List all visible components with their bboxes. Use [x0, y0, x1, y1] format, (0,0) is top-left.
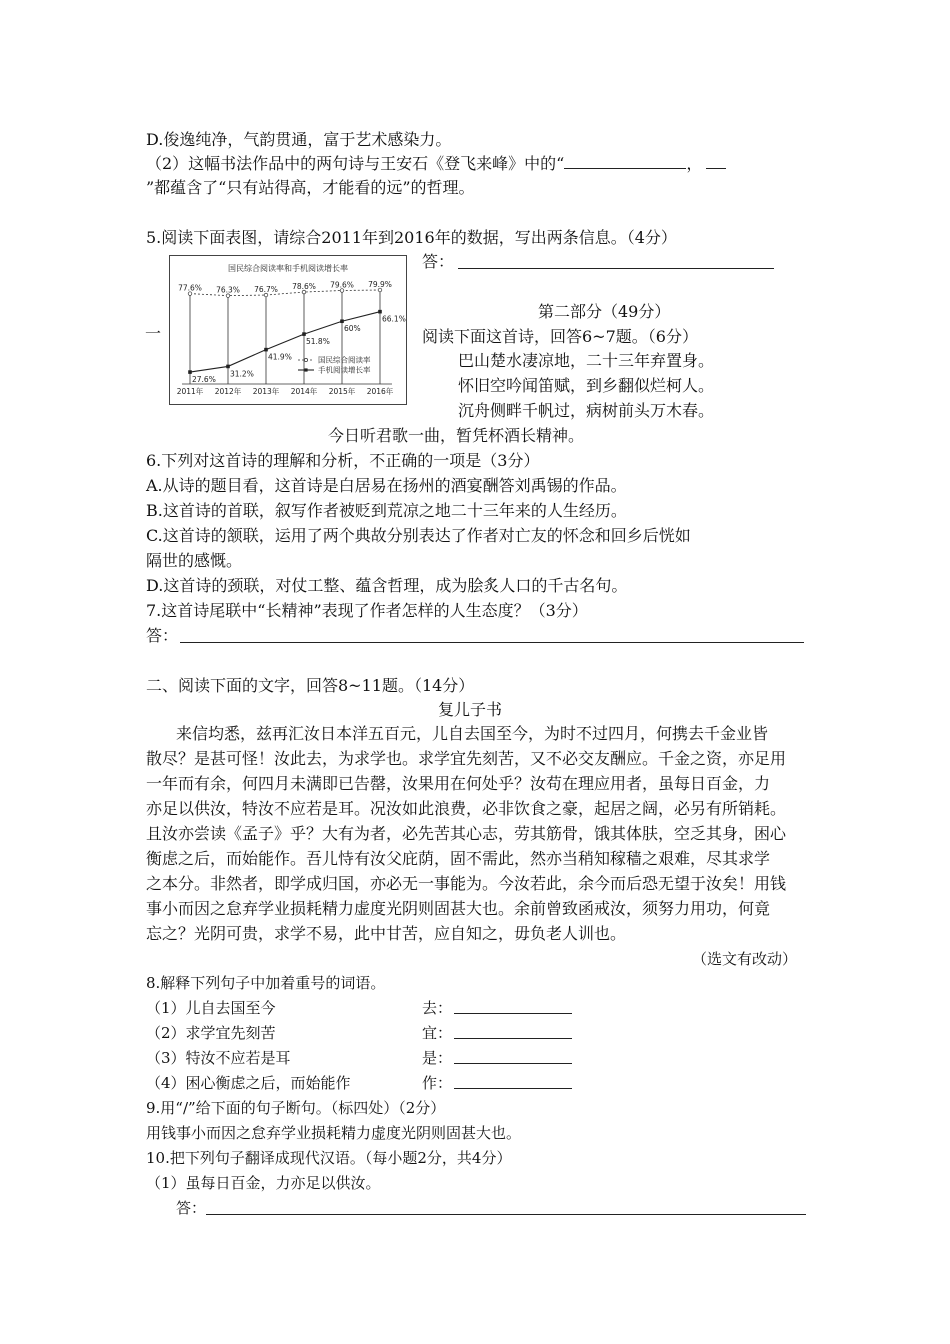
- part2-intro: 阅读下面这首诗，回答6~7题。（6分）: [422, 327, 698, 346]
- q10-stem: 10.把下列句子翻译成现代汉语。（每小题2分，共4分）: [146, 1149, 512, 1167]
- data-label-reading-rate: 79.6%: [330, 280, 354, 290]
- x-tick-label: 2011年: [176, 387, 204, 396]
- q8-item-sentence: （3）特汝不应若是耳: [146, 1049, 291, 1067]
- q6-stem: 6.下列对这首诗的理解和分析，不正确的一项是（3分）: [146, 451, 540, 470]
- x-tick-label: 2013年: [252, 387, 280, 396]
- article-line: 来信均悉，兹再汇汝日本洋五百元，儿自去国至今，为时不过四月，何携去千金业皆: [176, 724, 769, 743]
- article-line: 亦足以供汝，特汝不应若是耳。况汝如此浪费，必非饮食之豪，起居之阔，必另有所销耗。: [146, 799, 787, 818]
- q4-sub2-line: [146, 152, 726, 176]
- q10-answer-line[interactable]: [206, 1214, 806, 1215]
- chart-svg: [170, 256, 406, 404]
- q5-stem: 5.阅读下面表图，请综合2011年到2016年的数据，写出两条信息。（4分）: [146, 228, 677, 247]
- part2-heading: 第二部分（49分）: [538, 302, 671, 321]
- article-title: 复儿子书: [438, 700, 503, 719]
- point-mobile-growth: [340, 319, 344, 323]
- poem-line: 巴山楚水凄凉地，二十三年弃置身。: [458, 351, 715, 370]
- data-label-mobile-growth: 27.6%: [192, 375, 216, 385]
- q6-option-a: A.从诗的题目看，这首诗是白居易在扬州的酒宴酬答刘禹锡的作品。: [146, 476, 627, 495]
- chart-layer: [177, 280, 406, 396]
- q8-blank-2[interactable]: [454, 1038, 572, 1039]
- q7-stem: 7.这首诗尾联中“长精神”表现了作者怎样的人生态度？（3分）: [146, 601, 588, 620]
- poem-line: 沉舟侧畔千帆过，病树前头万木春。: [458, 401, 715, 420]
- data-label-mobile-growth: 41.9%: [268, 352, 292, 362]
- legend-label-mobile-growth: 手机阅读增长率: [318, 365, 371, 375]
- poem-line: 怀旧空吟闻笛赋，到乡翻似烂柯人。: [458, 376, 715, 395]
- sec2-heading: 二、阅读下面的文字，回答8~11题。（14分）: [146, 676, 475, 695]
- q7-answer-label: 答：: [146, 626, 179, 645]
- q4-sub2-comma: ，: [686, 154, 703, 173]
- data-label-mobile-growth: 51.8%: [306, 337, 330, 347]
- article-line: 之本分。非然者，即学成归国，亦必无一事能为。今汝若此，余今而后恐无望于汝矣！用钱: [146, 874, 787, 893]
- stray-mark: 一: [145, 324, 162, 343]
- article-line: 一年而有余，何四月未满即已告罄，汝果用在何处乎？汝苟在理应用者，虽每日百金，力: [146, 774, 771, 793]
- q4-blank-2[interactable]: [706, 154, 726, 169]
- reading-rate-chart: [169, 255, 407, 405]
- point-mobile-growth: [188, 370, 192, 374]
- q5-answer-line[interactable]: [458, 268, 774, 269]
- article-line: 且汝亦尝读《孟子》乎？大有为者，必先苦其心志，劳其筋骨，饿其体肤，空乏其身，困心: [146, 824, 787, 843]
- q8-item-word: 去：: [422, 999, 453, 1017]
- poem-line: 今日听君歌一曲，暂凭杯酒长精神。: [328, 426, 585, 445]
- point-mobile-growth: [302, 332, 306, 336]
- data-label-mobile-growth: 66.1%: [382, 314, 406, 324]
- q8-blank-3[interactable]: [454, 1063, 572, 1064]
- x-tick-label: 2014年: [290, 387, 318, 396]
- data-label-mobile-growth: 31.2%: [230, 369, 254, 379]
- x-tick-label: 2016年: [366, 387, 394, 396]
- point-mobile-growth: [264, 348, 268, 352]
- q8-stem: 8.解释下列句子中加着重号的词语。: [146, 974, 386, 992]
- q10-sub1: （1）虽每日百金，力亦足以供汝。: [146, 1174, 381, 1192]
- q8-item-word: 是：: [422, 1049, 453, 1067]
- data-label-reading-rate: 76.3%: [216, 285, 240, 295]
- q5-answer-label: 答：: [422, 252, 455, 271]
- q8-item-sentence: （2）求学宜先刻苦: [146, 1024, 276, 1042]
- q8-blank-1[interactable]: [454, 1013, 572, 1014]
- q4-sub2-text-a: （2）这幅书法作品中的两句诗与王安石《登飞来峰》中的“: [146, 154, 565, 173]
- article-line: 衡虑之后，而始能作。吾儿恃有汝父庇荫，固不需此，然亦当稍知稼穑之艰难，尽其求学: [146, 849, 771, 868]
- legend-marker-reading-rate: [304, 358, 307, 361]
- q9-sentence: 用钱事小而因之怠弃学业损耗精力虚度光阴则固甚大也。: [146, 1124, 522, 1142]
- point-mobile-growth: [226, 365, 230, 369]
- legend-marker-mobile-growth: [304, 368, 307, 371]
- article-line: 散尽？是甚可怪！汝此去，为求学也。求学宜先刻苦，又不必交友酬应。千金之资，亦足用: [146, 749, 787, 768]
- x-tick-label: 2012年: [214, 387, 242, 396]
- x-tick-label: 2015年: [328, 387, 356, 396]
- data-label-reading-rate: 79.9%: [368, 280, 392, 290]
- data-label-reading-rate: 77.6%: [178, 283, 202, 293]
- source-note: （选文有改动）: [692, 950, 798, 968]
- q6-option-c: C.这首诗的颔联，运用了两个典故分别表达了作者对亡友的怀念和回乡后恍如: [146, 526, 691, 545]
- q4-option-d: D.俊逸纯净，气韵贯通，富于艺术感染力。: [146, 130, 452, 149]
- q6-option-b: B.这首诗的首联，叙写作者被贬到荒凉之地二十三年来的人生经历。: [146, 501, 627, 520]
- point-mobile-growth: [378, 310, 382, 314]
- q4-sub2-text-c: ”都蕴含了“只有站得高，才能看的远”的哲理。: [146, 178, 475, 197]
- chart-title: 国民综合阅读率和手机阅读增长率: [228, 264, 348, 273]
- legend-label-reading-rate: 国民综合阅读率: [318, 355, 371, 365]
- q8-item-sentence: （4）困心衡虑之后，而始能作: [146, 1074, 351, 1092]
- q8-item-word: 宜：: [422, 1024, 453, 1042]
- data-label-reading-rate: 78.6%: [292, 282, 316, 292]
- article-line: 事小而因之怠弃学业损耗精力虚度光阴则固甚大也。余前曾致函戒汝，须努力用功，何竟: [146, 899, 771, 918]
- q8-item-sentence: （1）儿自去国至今: [146, 999, 276, 1017]
- article-line: 忘之？光阴可贵，求学不易，此中甘苦，应自知之，毋负老人训也。: [146, 924, 627, 943]
- q6-option-c-cont: 隔世的感慨。: [146, 551, 243, 570]
- q10-answer-label: 答：: [176, 1199, 207, 1217]
- q4-blank-1[interactable]: [564, 154, 686, 169]
- q6-option-d: D.这首诗的颈联，对仗工整、蕴含哲理，成为脍炙人口的千古名句。: [146, 576, 628, 595]
- q8-item-word: 作：: [422, 1074, 453, 1092]
- q8-blank-4[interactable]: [454, 1088, 572, 1089]
- data-label-reading-rate: 76.7%: [254, 285, 278, 295]
- data-label-mobile-growth: 60%: [344, 324, 361, 334]
- q9-stem: 9.用“/”给下面的句子断句。（标四处）（2分）: [146, 1099, 446, 1117]
- q7-answer-line[interactable]: [180, 642, 804, 643]
